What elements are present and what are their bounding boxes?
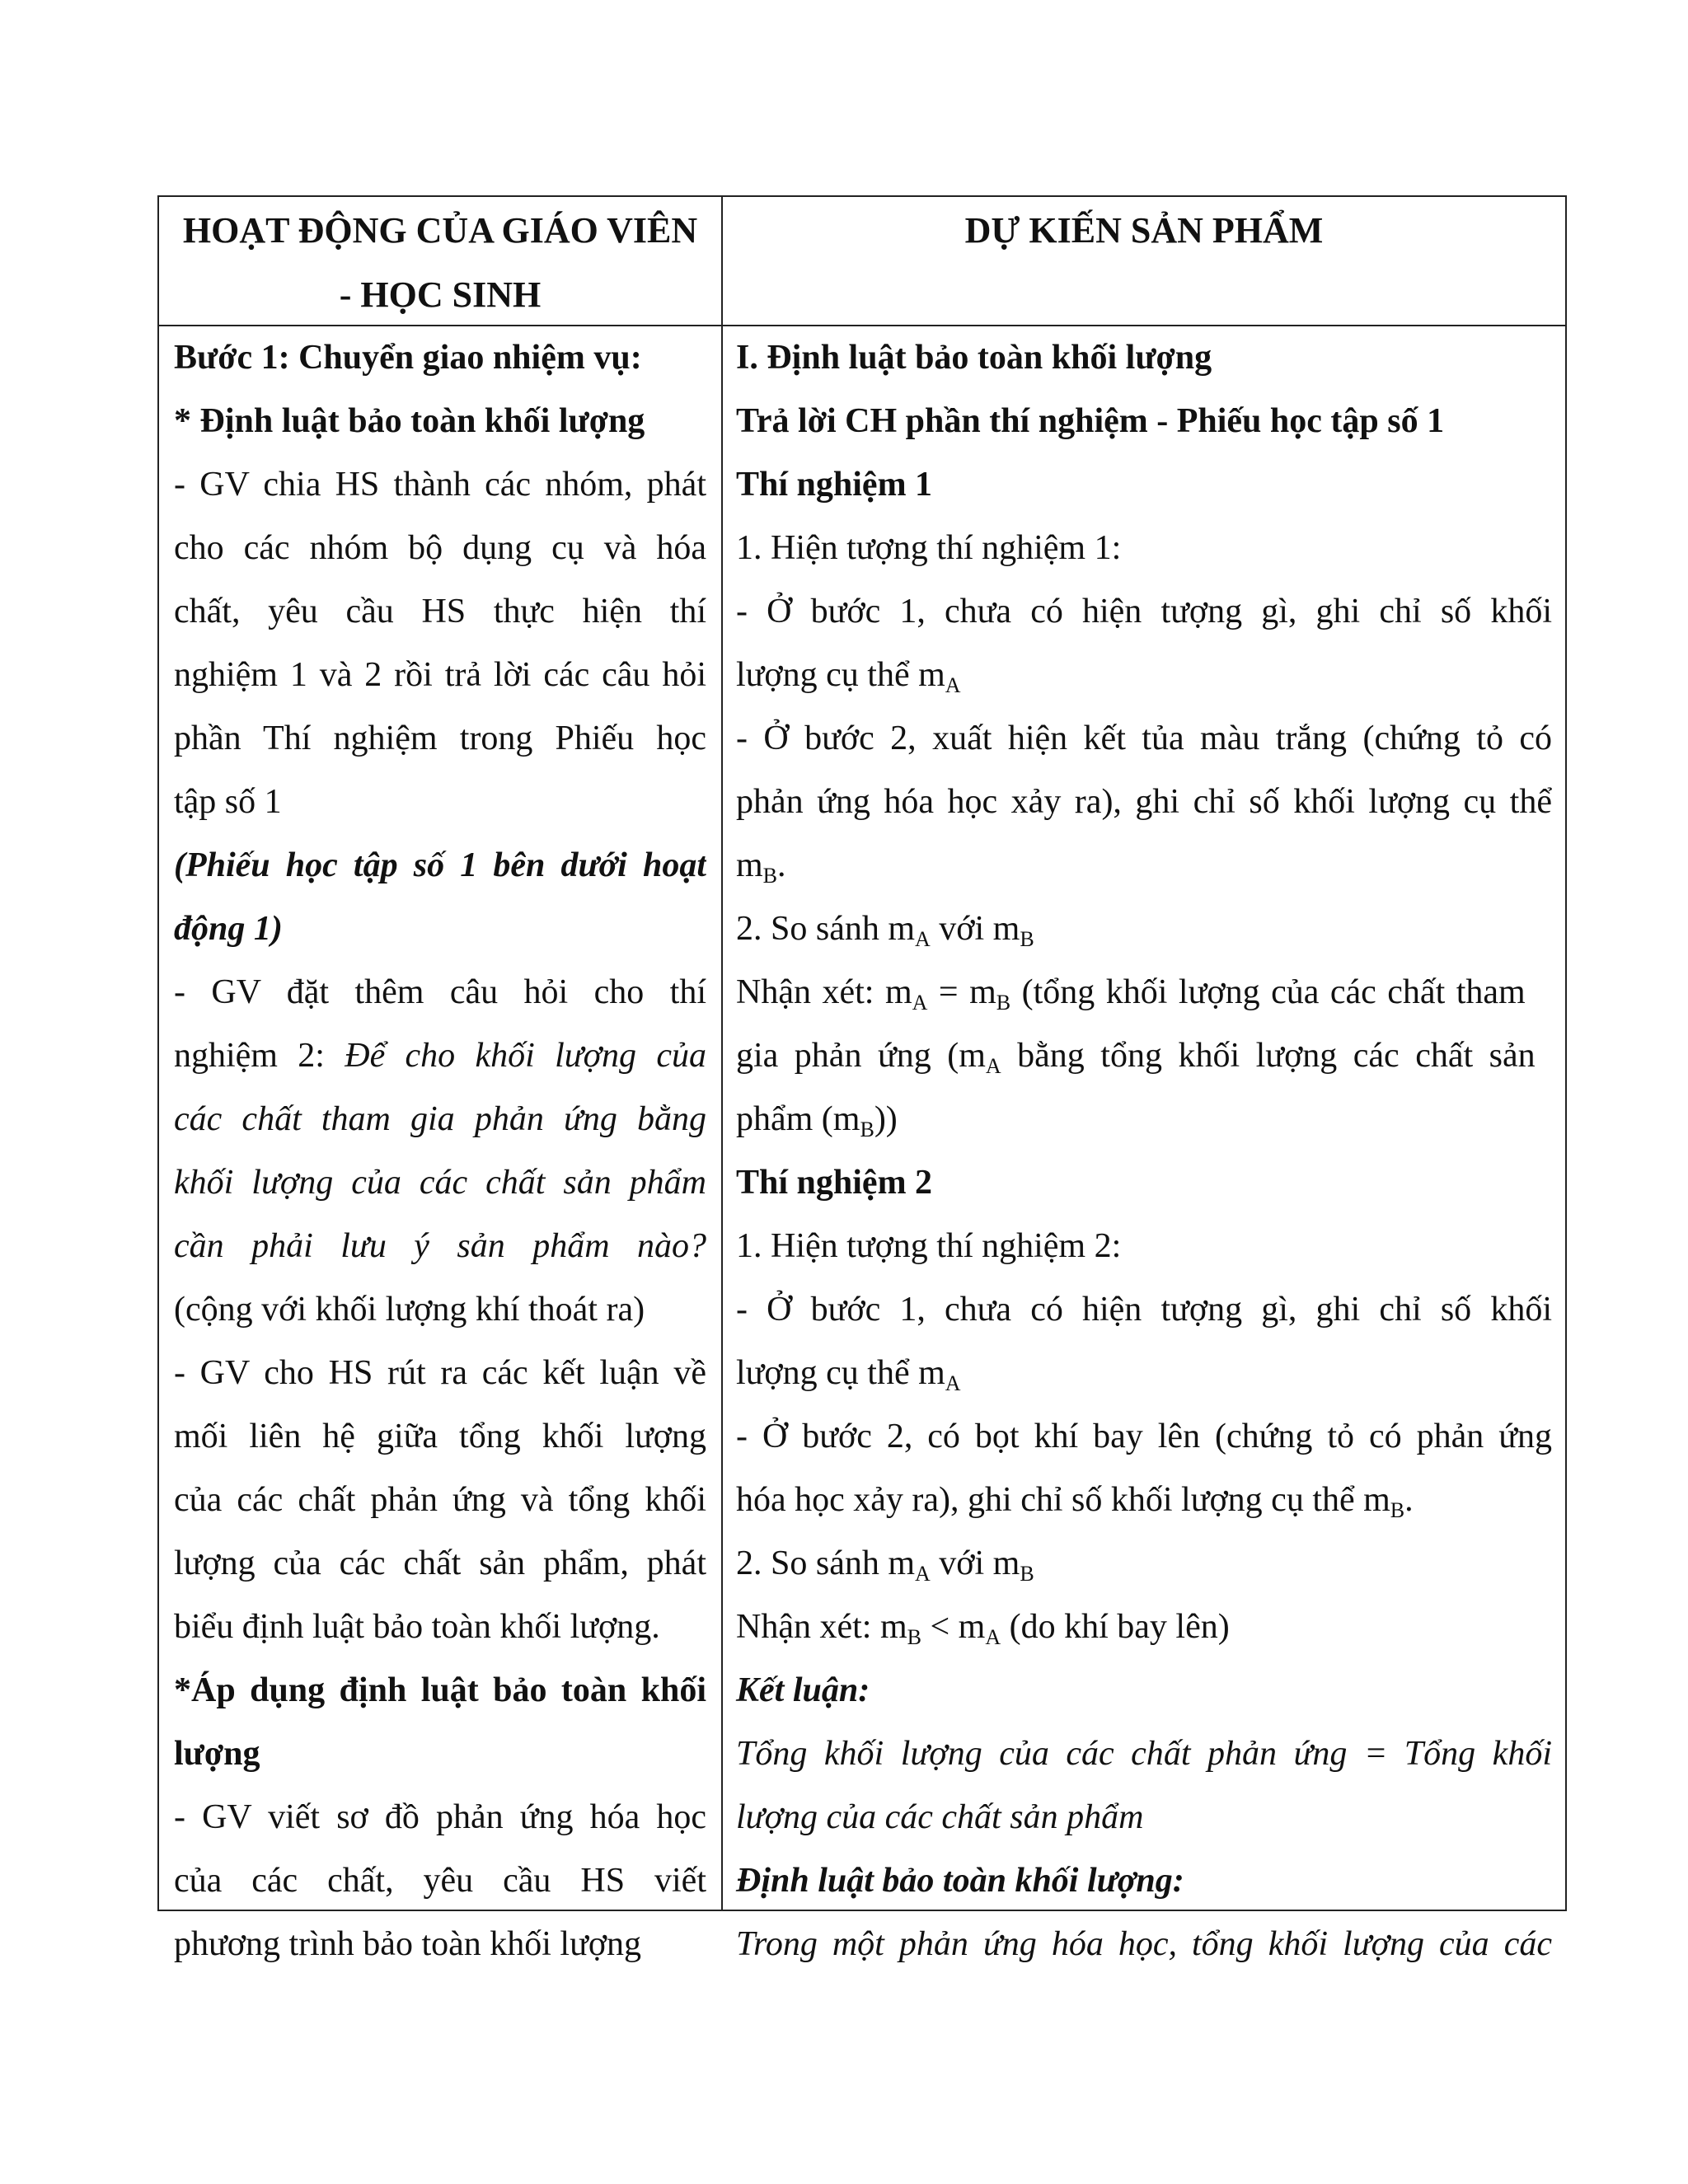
text-run: . bbox=[1404, 1481, 1414, 1519]
text-run: < m bbox=[921, 1608, 986, 1646]
teacher-activity-column bbox=[174, 326, 706, 1976]
law-heading: Định luật bảo toàn khối lượng: bbox=[736, 1862, 1184, 1900]
text-run: (do khí bay lên) bbox=[1001, 1608, 1230, 1646]
text-run: m bbox=[736, 846, 763, 884]
conclusion-heading: Kết luận: bbox=[736, 1671, 870, 1709]
text-line: - GV viết sơ đồ phản ứng hóa học bbox=[174, 1798, 706, 1836]
conservation-law-heading: * Định luật bảo toàn khối lượng bbox=[174, 402, 645, 440]
expected-product-column bbox=[736, 326, 1552, 1976]
text-run: với m bbox=[930, 910, 1020, 948]
subscript: A bbox=[945, 673, 961, 697]
text-line: - Ở bước 2, có bọt khí bay lên (chứng tỏ có phản ứng bbox=[736, 1418, 1552, 1455]
conclusion-text: lượng của các chất sản phẩm bbox=[736, 1798, 1144, 1836]
text-line: phản ứng hóa học xảy ra), ghi chỉ số khối lượng cụ thể bbox=[736, 783, 1552, 821]
text-line: - Ở bước 1, chưa có hiện tượng gì, ghi chỉ số khối bbox=[736, 593, 1552, 630]
subscript: B bbox=[996, 991, 1011, 1015]
question-italic: Để cho khối lượng của bbox=[345, 1037, 706, 1075]
text-run: Nhận xét: m bbox=[736, 1608, 907, 1646]
text-line bbox=[736, 961, 1552, 1024]
text-run: lượng cụ thể m bbox=[736, 1354, 945, 1392]
text-run: . bbox=[777, 846, 786, 884]
text-line: - GV đặt thêm câu hỏi cho thí bbox=[174, 973, 706, 1011]
text-run: nghiệm 2: bbox=[174, 1037, 345, 1075]
subscript: B bbox=[1020, 927, 1034, 951]
text-line: tập số 1 bbox=[174, 783, 282, 821]
step-1-heading: Bước 1: Chuyển giao nhiệm vụ: bbox=[174, 339, 642, 377]
application-heading: *Áp dụng định luật bảo toàn khối bbox=[174, 1671, 706, 1709]
text-line: của các chất phản ứng và tổng khối bbox=[174, 1481, 706, 1519]
text-line: lượng của các chất sản phẩm, phát bbox=[174, 1544, 706, 1582]
text-line bbox=[736, 1469, 1552, 1532]
text-run: )) bbox=[874, 1100, 898, 1138]
text-run: với m bbox=[930, 1544, 1020, 1582]
header-left-line1: HOẠT ĐỘNG CỦA GIÁO VIÊN bbox=[182, 210, 698, 251]
text-line: của các chất, yêu cầu HS viết bbox=[174, 1862, 706, 1900]
text-line bbox=[736, 1596, 1552, 1659]
text-run: 2. So sánh m bbox=[736, 1544, 916, 1582]
header-expected-product bbox=[723, 197, 1565, 325]
text-line: (cộng với khối lượng khí thoát ra) bbox=[174, 1291, 645, 1329]
subscript: B bbox=[907, 1625, 921, 1649]
question-italic: khối lượng của các chất sản phẩm bbox=[174, 1164, 706, 1202]
subscript: A bbox=[915, 1562, 931, 1586]
text-run: Nhận xét: m bbox=[736, 973, 912, 1011]
column-divider bbox=[721, 197, 723, 1910]
text-line: cho các nhóm bộ dụng cụ và hóa bbox=[174, 529, 706, 567]
subscript: A bbox=[945, 1371, 961, 1395]
subscript: B bbox=[762, 864, 778, 888]
experiment-1-heading: Thí nghiệm 1 bbox=[736, 466, 933, 504]
text-line bbox=[736, 1532, 1552, 1596]
text-line: 1. Hiện tượng thí nghiệm 2: bbox=[736, 1227, 1122, 1265]
question-italic: các chất tham gia phản ứng bằng bbox=[174, 1100, 706, 1138]
text-line: - Ở bước 1, chưa có hiện tượng gì, ghi chỉ số khối bbox=[736, 1291, 1552, 1329]
lesson-table bbox=[157, 195, 1567, 1963]
text-line bbox=[736, 834, 1552, 898]
text-line: biểu định luật bảo toàn khối lượng. bbox=[174, 1608, 660, 1646]
text-line: nghiệm 1 và 2 rồi trả lời các câu hỏi bbox=[174, 656, 706, 694]
text-run: bằng tổng khối lượng các chất sản bbox=[1001, 1037, 1536, 1075]
worksheet-note: động 1) bbox=[174, 910, 283, 948]
conclusion-text: Tổng khối lượng của các chất phản ứng = Tổng khối bbox=[736, 1735, 1552, 1773]
text-line: - GV chia HS thành các nhóm, phát bbox=[174, 466, 706, 504]
text-line bbox=[736, 1342, 1552, 1405]
subscript: A bbox=[985, 1625, 1001, 1649]
text-line: - Ở bước 2, xuất hiện kết tủa màu trắng (chứng tỏ có bbox=[736, 719, 1552, 757]
text-run: 2. So sánh m bbox=[736, 910, 916, 948]
experiment-2-heading: Thí nghiệm 2 bbox=[736, 1164, 933, 1202]
text-line: mối liên hệ giữa tổng khối lượng bbox=[174, 1418, 706, 1455]
text-run: = m bbox=[927, 973, 996, 1011]
subscript: A bbox=[912, 991, 928, 1015]
text-run: phẩm (m bbox=[736, 1100, 860, 1138]
text-line: - GV cho HS rút ra các kết luận về bbox=[174, 1354, 706, 1392]
text-line: phương trình bảo toàn khối lượng bbox=[174, 1925, 642, 1963]
law-text: Trong một phản ứng hóa học, tổng khối lượng của các bbox=[736, 1925, 1552, 1963]
text-line bbox=[174, 1024, 706, 1088]
text-run: hóa học xảy ra), ghi chỉ số khối lượng cụ thể m bbox=[736, 1481, 1390, 1519]
text-run: (tổng khối lượng của các chất tham bbox=[1010, 973, 1526, 1011]
header-left-line2: - HỌC SINH bbox=[339, 274, 542, 315]
text-line bbox=[736, 1088, 1552, 1151]
subsection-heading: Trả lời CH phần thí nghiệm - Phiếu học tập số 1 bbox=[736, 402, 1445, 440]
section-heading: I. Định luật bảo toàn khối lượng bbox=[736, 339, 1212, 377]
text-line bbox=[736, 644, 1552, 707]
subscript: B bbox=[1020, 1562, 1034, 1586]
subscript: B bbox=[1390, 1498, 1405, 1522]
text-line bbox=[736, 1024, 1552, 1088]
text-line: 1. Hiện tượng thí nghiệm 1: bbox=[736, 529, 1122, 567]
text-line bbox=[736, 898, 1552, 961]
text-line: chất, yêu cầu HS thực hiện thí bbox=[174, 593, 706, 630]
header-teacher-student-activity bbox=[159, 197, 721, 325]
subscript: A bbox=[915, 927, 931, 951]
text-run: lượng cụ thể m bbox=[736, 656, 945, 694]
header-right: DỰ KIẾN SẢN PHẨM bbox=[964, 210, 1324, 251]
worksheet-note: (Phiếu học tập số 1 bên dưới hoạt bbox=[174, 846, 706, 884]
subscript: B bbox=[860, 1118, 874, 1141]
text-run: gia phản ứng (m bbox=[736, 1037, 986, 1075]
subscript: A bbox=[985, 1054, 1001, 1078]
question-italic: cần phải lưu ý sản phẩm nào? bbox=[174, 1227, 706, 1265]
application-heading: lượng bbox=[174, 1735, 260, 1773]
text-line: phần Thí nghiệm trong Phiếu học bbox=[174, 719, 706, 757]
